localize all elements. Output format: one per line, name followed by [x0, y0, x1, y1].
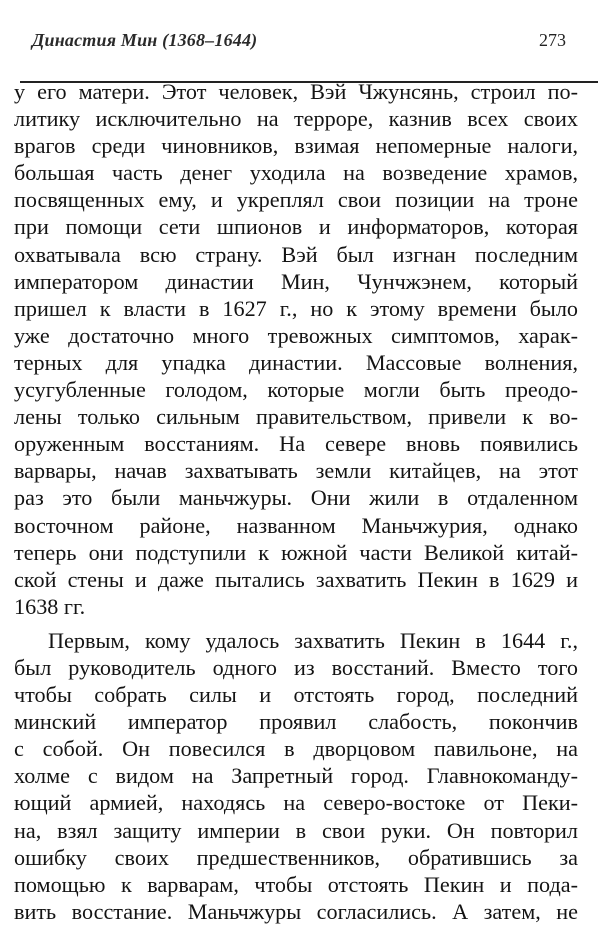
- text-line: врагов среди чиновников, взимая непомерные налоги,: [14, 133, 578, 159]
- text-line: большая часть денег уходила на возведение храмов,: [14, 160, 578, 186]
- text-line: ской стены и даже пытались захватить Пекин в 1629 и: [14, 566, 578, 592]
- text-line: ющий армией, находясь на северо-востоке от Пеки-: [14, 790, 578, 816]
- text-line: минский император проявил слабость, покончив: [14, 709, 578, 735]
- page-number: 273: [539, 30, 566, 50]
- page-header: [20, 26, 580, 58]
- text-line: литику исключительно на терроре, казнив всех своих: [14, 106, 578, 132]
- text-line: охватывала всю страну. Вэй был изгнан последним: [14, 241, 578, 267]
- text-line: терных для упадка династии. Массовые волнения,: [14, 349, 578, 375]
- paragraph-gap: [14, 620, 578, 627]
- text-line: помощью к варварам, чтобы отстоять Пекин и пода-: [14, 871, 578, 897]
- text-line: с собой. Он повесился в дворцовом павильоне, на: [14, 736, 578, 762]
- text-line: усугубленные голодом, которые могли быть преодо-: [14, 377, 578, 403]
- text-line: лены только сильным правительством, привели к во-: [14, 404, 578, 430]
- text-line: посвященных ему, и укреплял свои позиции на троне: [14, 187, 578, 213]
- text-line: вить восстание. Маньчжуры согласились. А затем, не: [14, 898, 578, 924]
- running-title: Династия Мин (1368–1644): [32, 30, 258, 50]
- text-line: уже достаточно много тревожных симптомов, харак-: [14, 322, 578, 348]
- text-line: был руководитель одного из восстаний. Вместо того: [14, 654, 578, 680]
- text-line: варвары, начав захватывать земли китайцев, на этот: [14, 458, 578, 484]
- text-line: холме с видом на Запретный город. Главнокоманду-: [14, 763, 578, 789]
- text-line: ошибку своих предшественников, обратившись за: [14, 844, 578, 870]
- text-line: чтобы собрать силы и отстоять город, последний: [14, 682, 578, 708]
- text-line: на, взял защиту империи в свои руки. Он повторил: [14, 817, 578, 843]
- text-line: при помощи сети шпионов и информаторов, которая: [14, 214, 578, 240]
- text-line: оруженным восстаниям. На севере вновь появились: [14, 431, 578, 457]
- text-line: восточном районе, названном Маньчжурия, однако: [14, 512, 578, 538]
- text-line: Первым, кому удалось захватить Пекин в 1644 г.,: [48, 627, 578, 653]
- text-line: теперь они подступили к южной части Великой китай-: [14, 539, 578, 565]
- text-line: императором династии Мин, Чунчжэнем, который: [14, 268, 578, 294]
- text-line: пришел к власти в 1627 г., но к этому времени было: [14, 295, 578, 321]
- text-line: раз это были маньчжуры. Они жили в отдаленном: [14, 485, 578, 511]
- paragraph-2: [14, 627, 578, 925]
- paragraph-1: [14, 78, 578, 620]
- text-line: 1638 гг.: [14, 593, 86, 619]
- text-line: у его матери. Этот человек, Вэй Чжунсянь, строил по-: [14, 79, 578, 104]
- body-text: [14, 78, 578, 925]
